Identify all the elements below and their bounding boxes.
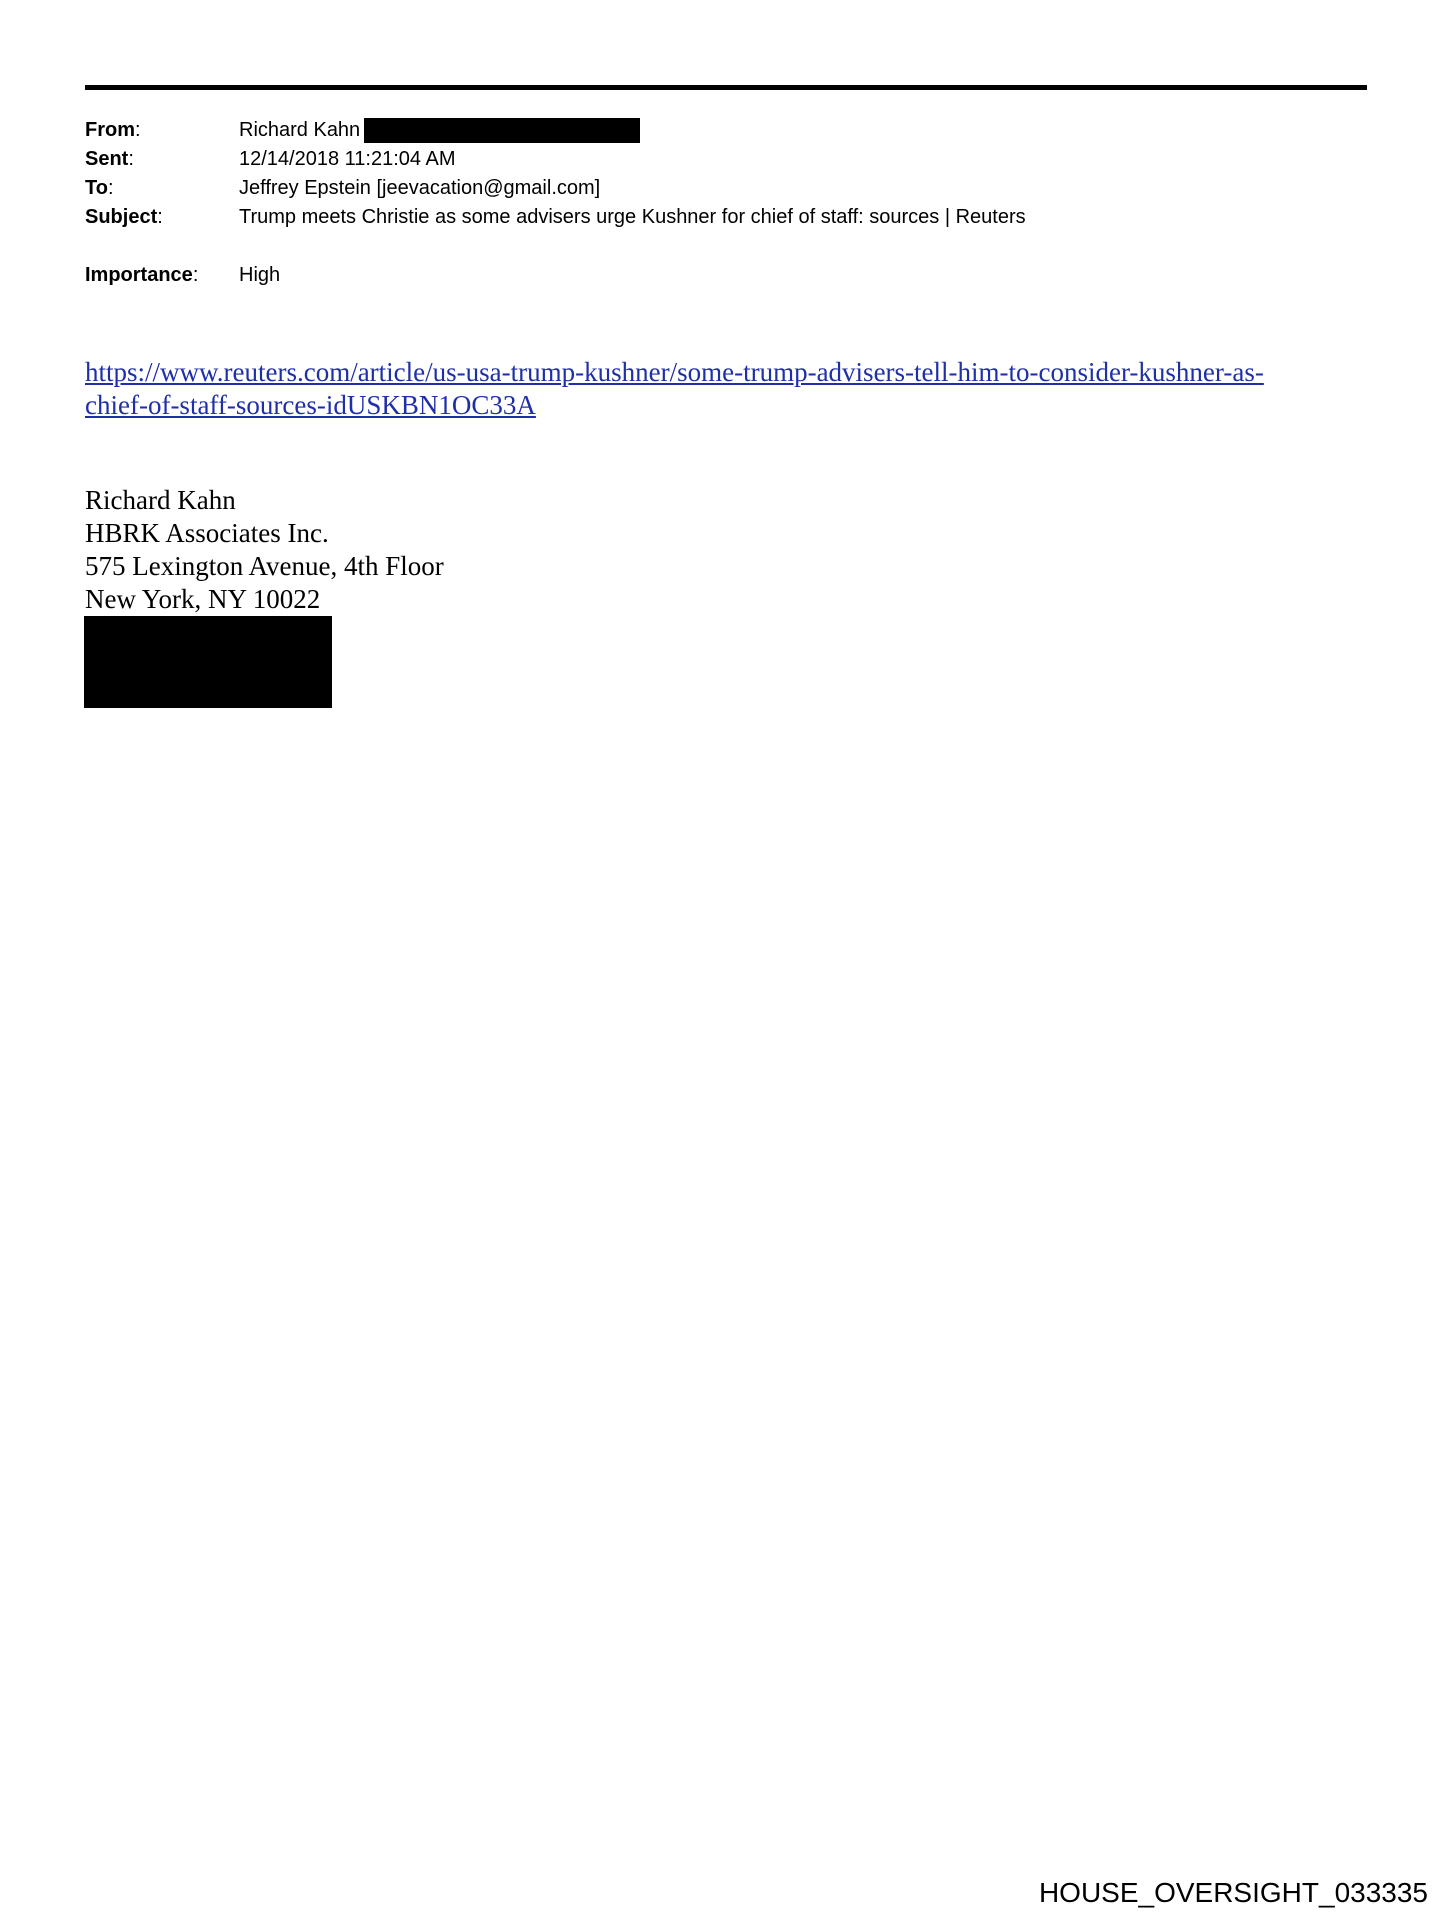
importance-value: High: [239, 264, 281, 286]
redaction-block: [84, 616, 332, 708]
to-colon: :: [107, 177, 114, 199]
article-link-block: [85, 356, 1367, 422]
from-row: [85, 116, 1367, 145]
subject-label: Subject: [85, 206, 158, 228]
signature-address-line-1: 575 Lexington Avenue, 4th Floor: [85, 551, 444, 581]
signature-company: HBRK Associates Inc.: [85, 518, 329, 548]
to-label: To: [85, 177, 108, 199]
subject-row: [85, 203, 1367, 232]
subject-colon: :: [157, 206, 163, 228]
article-link-line-1[interactable]: https://www.reuters.com/article/us-usa-trump-kushner/some-trump-advisers-tell-him-to-consider-kushner-as-: [85, 357, 1264, 387]
sent-colon: :: [128, 148, 134, 170]
sent-value: 12/14/2018 11:21:04 AM: [239, 148, 456, 170]
from-colon: :: [135, 119, 141, 141]
importance-colon: :: [192, 264, 199, 286]
importance-row: [85, 261, 1367, 290]
signature-address-line-2: New York, NY 10022: [85, 584, 321, 614]
header-rule: [85, 85, 1367, 90]
to-value: Jeffrey Epstein [jeevacation@gmail.com]: [239, 177, 601, 199]
email-header: [85, 116, 1367, 290]
from-label: From: [85, 119, 135, 141]
importance-label: Importance: [85, 264, 193, 286]
sent-row: [85, 145, 1367, 174]
article-link-line-2[interactable]: chief-of-staff-sources-idUSKBN1OC33A: [85, 390, 536, 420]
signature-name: Richard Kahn: [85, 485, 236, 515]
signature-block: [85, 484, 444, 616]
subject-value: Trump meets Christie as some advisers urge Kushner for chief of staff: sources | Reuters: [239, 206, 1026, 228]
sent-label: Sent: [85, 148, 129, 170]
to-row: [85, 174, 1367, 203]
bates-number: HOUSE_OVERSIGHT_033335: [1038, 1877, 1428, 1908]
from-value: Richard Kahn: [239, 119, 361, 141]
redaction-bar: [364, 118, 640, 143]
